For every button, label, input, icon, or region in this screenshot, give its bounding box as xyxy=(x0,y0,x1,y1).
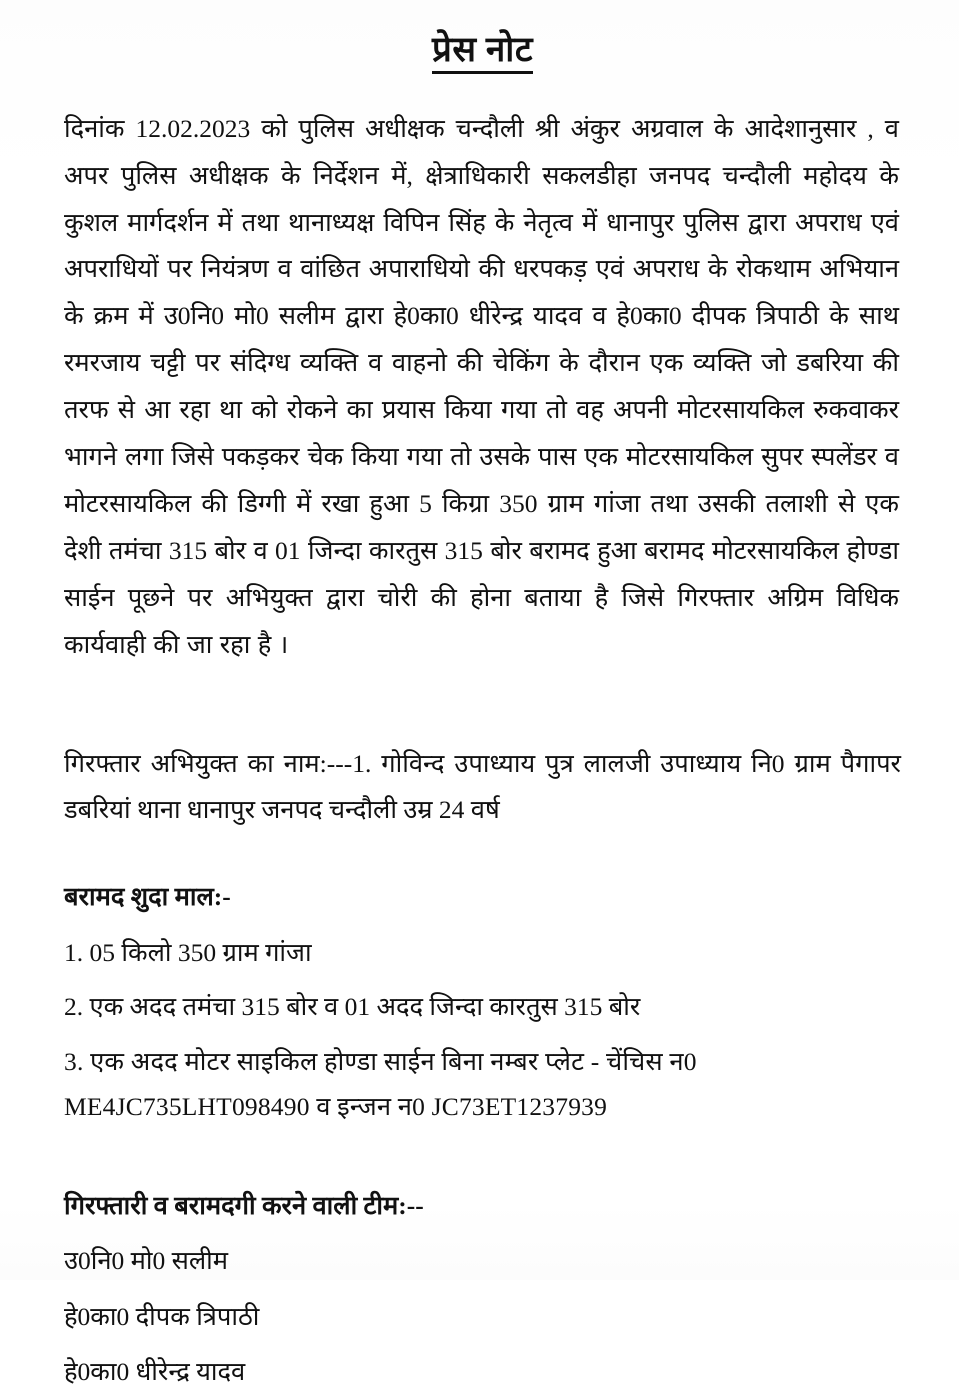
team-member: हे0का0 दीपक त्रिपाठी xyxy=(64,1301,260,1331)
section-spacer xyxy=(64,669,901,741)
team-heading: गिरफ्तारी व बरामदगी करने वाली टीम:-- xyxy=(64,1190,424,1220)
recovered-item: 3. एक अदद मोटर साइकिल होण्डा साईन बिना नम्बर प्लेट - चेंचिस न0 ME4JC735LHT098490 व इन्जन न0 JC73ET1237939 xyxy=(64,1046,697,1122)
page-title xyxy=(64,22,901,72)
body-paragraph: दिनांक 12.02.2023 को पुलिस अधीक्षक चन्दौली श्री अंकुर अग्रवाल के आदेशानुसार , व अपर पुलिस अधीक्षक के निर्देशन में, क्षेत्राधिकारी सकलडीहा जनपद चन्दौली महोदय के कुशल मार्गदर्शन में तथा थानाध्यक्ष विपिन सिंह के नेतृत्व में धानापुर पुलिस द्वारा अपराध एवं अपराधियों पर नियंत्रण व वांछित अपाराधियो की धरपकड़ एवं अपराध के रोकथाम अभियान के क्रम में उ0नि0 मो0 सलीम द्वारा हे0का0 धीरेन्द्र यादव व हे0का0 दीपक त्रिपाठी के साथ रमरजाय चट्टी पर संदिग्ध व्यक्ति व वाहनो की चेकिंग के दौरान एक व्यक्ति जो डबरिया की तरफ से आ रहा था को रोकने का प्रयास किया गया तो वह अपनी मोटरसायकिल रुकवाकर भागने लगा जिसे पकड़कर चेक किया गया तो उसके पास एक मोटरसायकिल सुपर स्पलेंडर व मोटरसायकिल की डिग्गी में रखा हुआ 5 किग्रा 350 ग्राम गांजा तथा उसकी तलाशी से एक देशी तमंचा 315 बोर व 01 जिन्दा कारतुस 315 बोर बरामद हुआ बरामद मोटरसायकिल होण्डा साईन पूछने पर अभियुक्त द्वारा चोरी की होना बताया है जिसे गिरफ्तार अग्रिम विधिक कार्यवाही की जा रहा है । xyxy=(64,113,899,659)
arrested-accused-label: गिरफ्तार अभियुक्त का नाम:--- xyxy=(64,748,353,778)
recovered-goods-section xyxy=(64,877,901,1129)
section-spacer xyxy=(64,833,901,877)
team-member: उ0नि0 मो0 सलीम xyxy=(64,1246,228,1276)
recovered-item: 1. 05 किलो 350 ग्राम गांजा xyxy=(64,938,312,968)
recovered-goods-heading: बरामद शुदा माल:- xyxy=(64,882,231,912)
team-member: हे0का0 धीरेन्द्र यादव xyxy=(64,1356,246,1386)
section-spacer xyxy=(64,1142,901,1186)
page-title-text: प्रेस नोट xyxy=(432,30,533,74)
team-section xyxy=(64,1186,901,1392)
arrested-accused-section xyxy=(64,741,901,834)
recovered-item: 2. एक अदद तमंचा 315 बोर व 01 अदद जिन्दा कारतुस 315 बोर xyxy=(64,991,641,1021)
arrested-accused-detail: 1. गोविन्द उपाध्याय पुत्र लालजी उपाध्याय नि0 ग्राम पैगापर डबरियां थाना धानापुर जनपद चन्दौली उम्र 24 वर्ष xyxy=(64,748,901,825)
